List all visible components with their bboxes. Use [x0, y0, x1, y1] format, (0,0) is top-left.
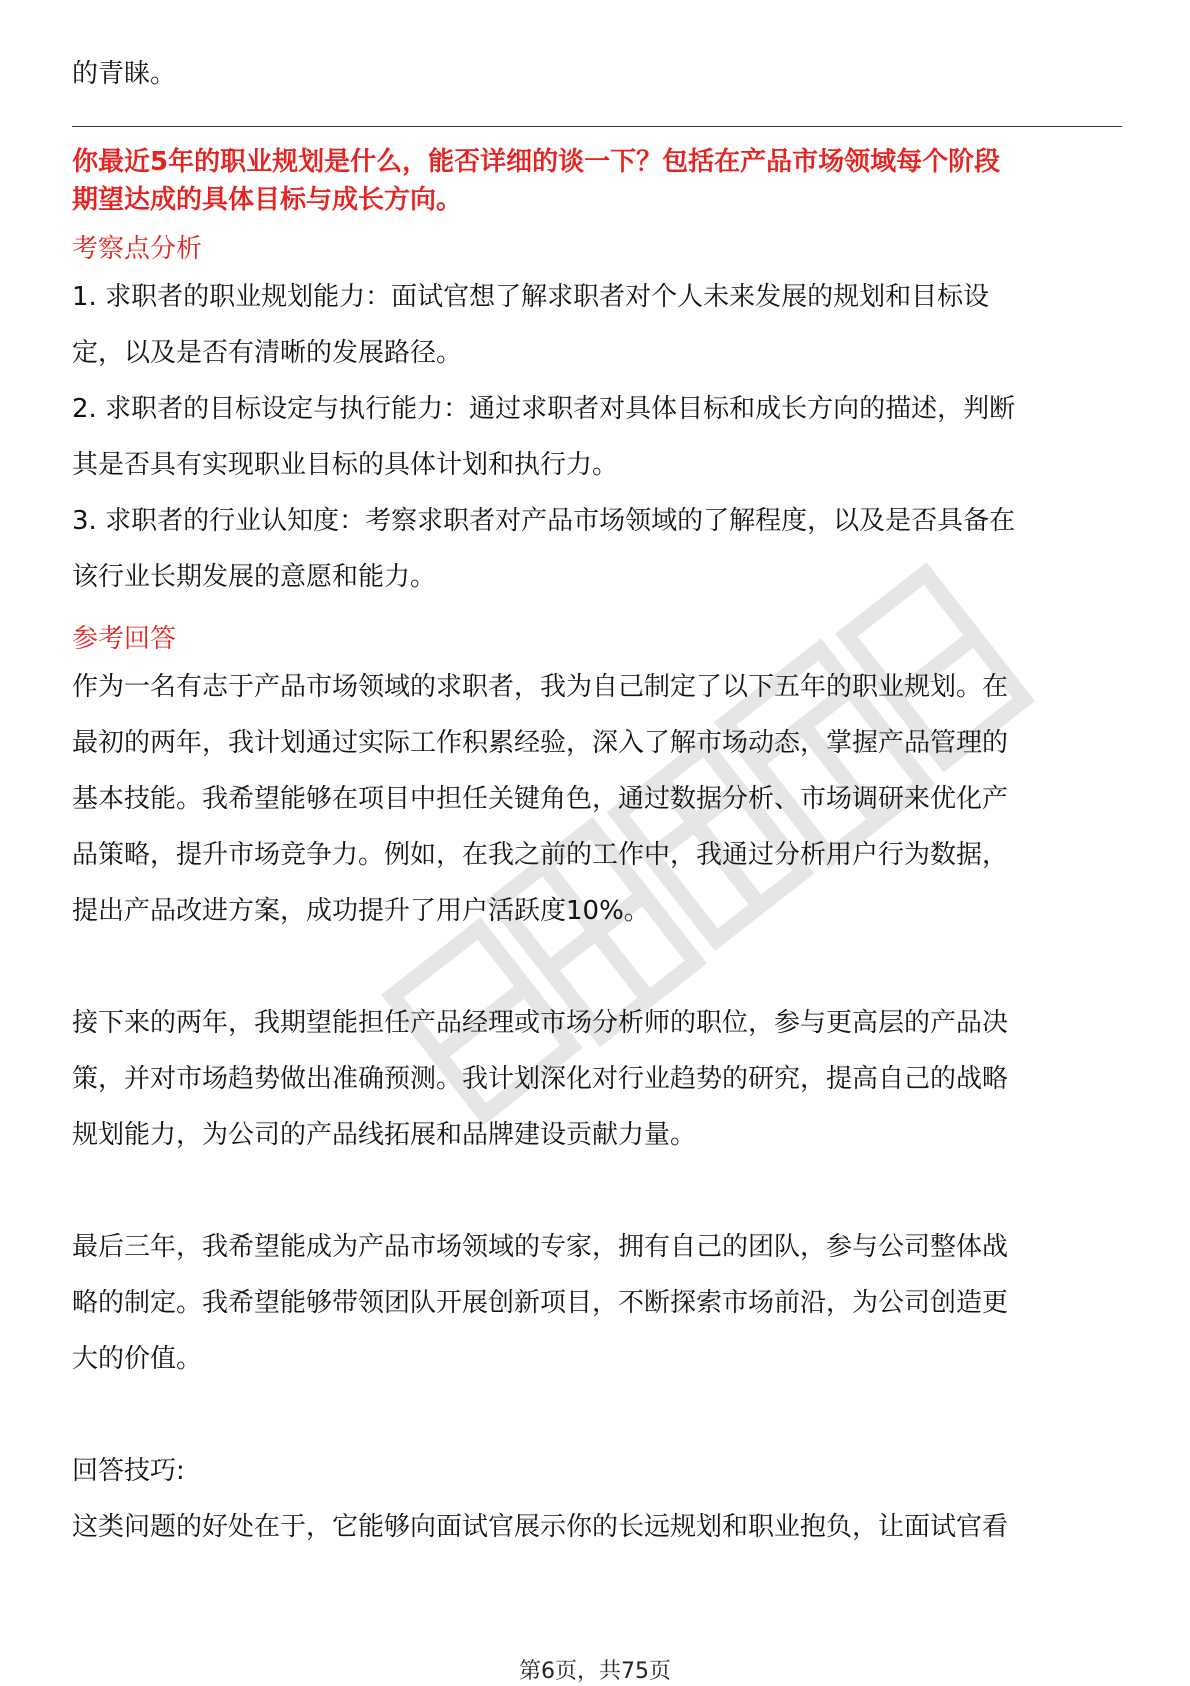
page-number: 第6页，共75页 [519, 1659, 671, 1684]
answer-line: 提出产品改进方案，成功提升了用户活跃度10%。 [72, 896, 650, 926]
question-line: 期望达成的具体目标与成长方向。 [72, 185, 463, 215]
paragraph-gap [72, 1163, 1122, 1219]
page-content [72, 52, 1122, 1555]
question [72, 143, 1122, 219]
answer-line: 最初的两年，我计划通过实际工作积累经验，深入了解市场动态，掌握产品管理的 [72, 728, 1009, 758]
analysis-line: 其是否具有实现职业目标的具体计划和执行力。 [72, 450, 619, 480]
paragraph-gap [72, 939, 1122, 995]
answer-line: 基本技能。我希望能够在项目中担任关键角色，通过数据分析、市场调研来优化产 [72, 784, 1009, 814]
answer-line: 略的制定。我希望能够带领团队开展创新项目，不断探索市场前沿，为公司创造更 [72, 1288, 1009, 1318]
answer-line: 规划能力，为公司的产品线拓展和品牌建设贡献力量。 [72, 1120, 697, 1150]
answer-line: 品策略，提升市场竞争力。例如，在我之前的工作中，我通过分析用户行为数据， [72, 840, 1009, 870]
answer-heading: 参考回答 [72, 624, 177, 654]
analysis-line: 2. 求职者的目标设定与执行能力：通过求职者对具体目标和成长方向的描述，判断 [72, 394, 1016, 424]
answer-line: 最后三年，我希望能成为产品市场领域的专家，拥有自己的团队，参与公司整体战 [72, 1232, 1009, 1262]
answer-line: 大的价值。 [72, 1344, 203, 1374]
analysis-line: 1. 求职者的职业规划能力：面试官想了解求职者对个人未来发展的规划和目标设 [72, 282, 990, 312]
tips-line: 这类问题的好处在于，它能够向面试官展示你的长远规划和职业抱负，让面试官看 [72, 1512, 1009, 1542]
answer-line: 策，并对市场趋势做出准确预测。我计划深化对行业趋势的研究，提高自己的战略 [72, 1064, 1009, 1094]
paragraph-gap [72, 1387, 1122, 1443]
continued-text: 的青睐。 [72, 59, 177, 89]
analysis-heading: 考察点分析 [72, 234, 203, 264]
analysis-list [72, 269, 1122, 605]
answer-paragraph-2 [72, 995, 1122, 1163]
question-line: 你最近5年的职业规划是什么，能否详细的谈一下？包括在产品市场领域每个阶段 [72, 147, 1001, 177]
analysis-line: 该行业长期发展的意愿和能力。 [72, 562, 437, 592]
answer-paragraph-3 [72, 1219, 1122, 1387]
analysis-line: 定，以及是否有清晰的发展路径。 [72, 338, 463, 368]
answer-paragraph-1 [72, 659, 1122, 939]
section-divider [72, 126, 1122, 127]
answer-line: 作为一名有志于产品市场领域的求职者，我为自己制定了以下五年的职业规划。在 [72, 672, 1009, 702]
analysis-line: 3. 求职者的行业认知度：考察求职者对产品市场领域的了解程度，以及是否具备在 [72, 506, 1016, 536]
answer-line: 接下来的两年，我期望能担任产品经理或市场分析师的职位，参与更高层的产品决 [72, 1008, 1009, 1038]
tips-heading: 回答技巧: [72, 1456, 185, 1486]
